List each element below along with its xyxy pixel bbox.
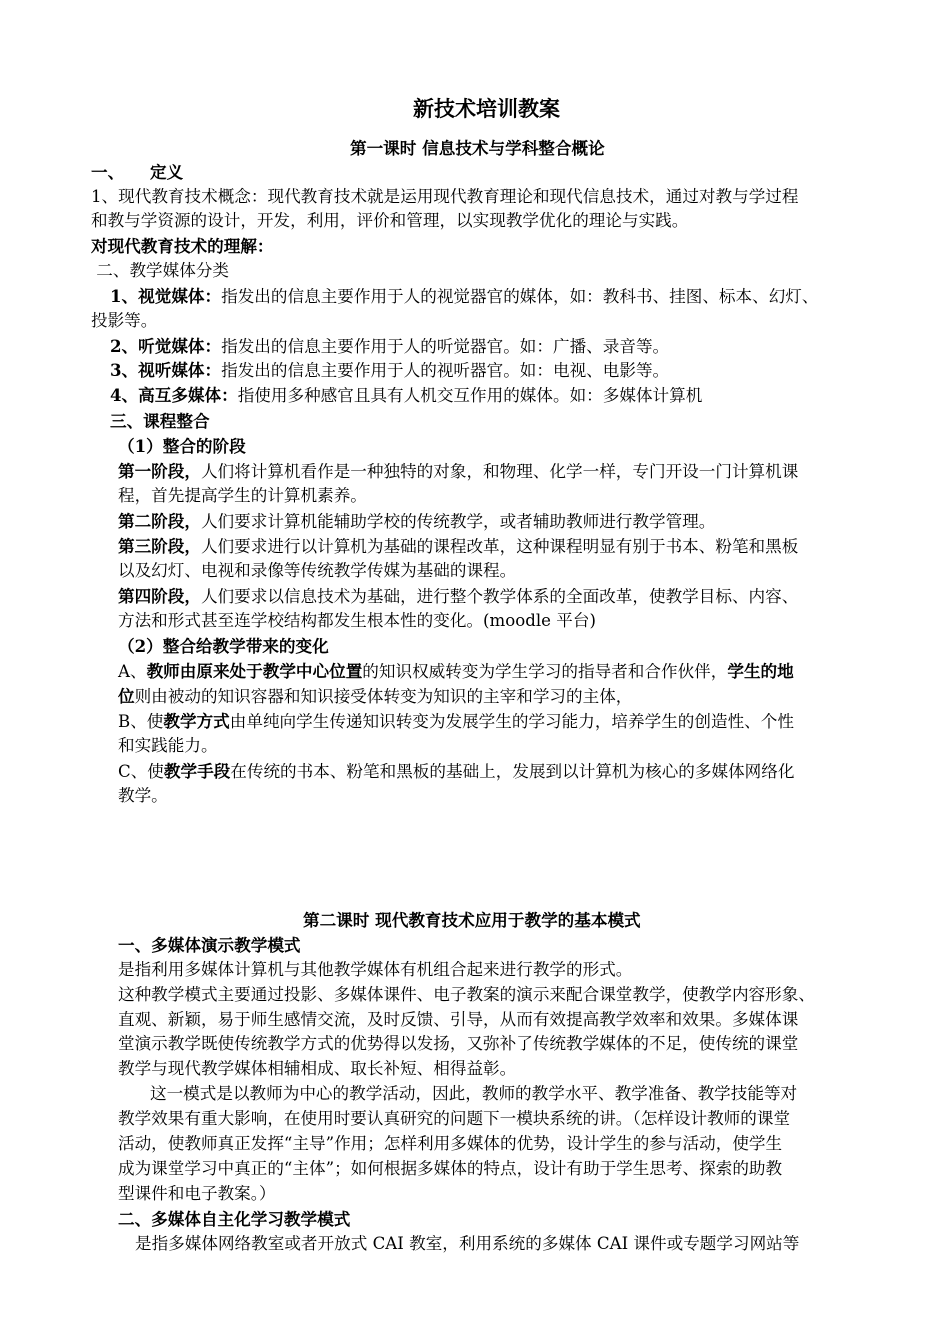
media-label: 2、听觉媒体：	[110, 336, 222, 356]
media-text: 指发出的信息主要作用于人的视觉器官的媒体，如：教科书、挂图、标本、幻灯、	[221, 287, 819, 306]
lesson2-line-11: 是指多媒体网络教室或者开放式 CAI 教室，利用系统的多媒体 CAI 课件或专题学习网站等	[135, 1234, 800, 1253]
media-text: 指发出的信息主要作用于人的听觉器官。如：广播、录音等。	[221, 337, 670, 356]
section1-title: 定义	[150, 162, 184, 182]
understanding-heading: 对现代教育技术的理解：	[91, 236, 274, 256]
stage-1-cont: 程，首先提高学生的计算机素养。	[118, 486, 367, 505]
change-text: 由单纯向学生传递知识转变为发展学生的学习能力，培养学生的创造性、个性	[229, 712, 794, 731]
change-c	[118, 759, 794, 784]
media-item-visual-cont: 投影等。	[91, 311, 158, 330]
definition-line-2: 和教与学资源的设计，开发，利用，评价和管理，以实现教学优化的理论与实践。	[91, 211, 689, 230]
stage-text: 人们要求以信息技术为基础，进行整个教学体系的全面改革，使教学目标、内容、	[200, 587, 799, 606]
lesson2-line-5: 教学与现代教学媒体相辅相成、取长补短、相得益彰。	[118, 1059, 517, 1078]
media-item-audio	[110, 334, 669, 359]
change-text: 的知识权威转变为学生学习的指导者和合作伙伴，	[362, 662, 728, 681]
change-b	[118, 709, 794, 734]
stage-text: 人们要求进行以计算机为基础的课程改革，这种课程明显有别于书本、粉笔和黑板	[200, 537, 799, 556]
change-a-cont	[118, 684, 632, 709]
stage-text: 人们将计算机看作是一种独特的对象，和物理、化学一样，专门开设一门计算机课	[200, 462, 799, 481]
change-bold: 位	[118, 686, 135, 706]
stage-label: 第一阶段，	[118, 461, 201, 481]
lesson2-section1: 一、多媒体演示教学模式	[118, 935, 301, 955]
change-c-cont: 教学。	[118, 786, 168, 805]
lesson2-line-9: 成为课堂学习中真正的“主体”；如何根据多媒体的特点，设计有助于学生思考、探索的助教	[118, 1159, 783, 1178]
lesson2-line-10: 型课件和电子教案。）	[118, 1184, 276, 1203]
media-item-visual	[110, 284, 818, 309]
change-heading: （2）整合给教学带来的变化	[118, 636, 329, 656]
stage-heading: （1）整合的阶段	[118, 436, 246, 456]
lesson2-line-1: 是指利用多媒体计算机与其他教学媒体有机组合起来进行教学的形式。	[118, 960, 633, 979]
stage-4-cont: 方法和形式甚至连学校结构都发生根本性的变化。(moodle 平台)	[118, 611, 596, 630]
change-prefix: C、使	[118, 762, 164, 781]
section2-heading: 二、教学媒体分类	[91, 261, 230, 280]
lesson2-line-3: 直观、新颖，易于师生感情交流，及时反馈、引导，从而有效提高教学效率和效果。多媒体课	[118, 1010, 799, 1029]
lesson2-line-2: 这种教学模式主要通过投影、多媒体课件、电子教案的演示来配合课堂教学，使教学内容形象、	[118, 985, 815, 1004]
change-prefix: B、使	[118, 712, 164, 731]
change-prefix: A、	[118, 662, 147, 681]
lesson1-heading: 第一课时 信息技术与学科整合概论	[350, 138, 605, 158]
stage-3-cont: 以及幻灯、电视和录像等传统教学传媒为基础的课程。	[118, 561, 517, 580]
media-item-av	[110, 358, 669, 383]
media-label: 1、视觉媒体：	[110, 286, 222, 306]
stage-label: 第四阶段，	[118, 586, 201, 606]
stage-label: 第二阶段，	[118, 511, 201, 531]
change-bold: 教师由原来处于教学中心位置	[146, 661, 363, 681]
change-a	[118, 659, 794, 684]
media-label: 3、视听媒体：	[110, 360, 222, 380]
media-item-multimedia	[110, 383, 702, 408]
lesson2-section2: 二、多媒体自主化学习教学模式	[118, 1209, 351, 1229]
section3-heading: 三、课程整合	[110, 411, 210, 431]
lesson2-line-7: 教学效果有重大影响，在使用时要认真研究的问题下一模块系统的讲。（怎样设计教师的课堂	[118, 1109, 791, 1128]
lesson2-heading: 第二课时 现代教育技术应用于教学的基本模式	[303, 910, 641, 930]
stage-3	[118, 534, 798, 559]
stage-4	[118, 584, 798, 609]
change-b-cont: 和实践能力。	[118, 736, 218, 755]
stage-1	[118, 459, 798, 484]
media-text: 指使用多种感官且具有人机交互作用的媒体。如：多媒体计算机	[237, 386, 703, 405]
section1-number: 一、	[91, 162, 125, 182]
media-label: 4、高互多媒体：	[110, 385, 238, 405]
change-bold: 教学方式	[163, 711, 230, 731]
lesson2-line-6: 这一模式是以教师为中心的教学活动，因此，教师的教学水平、教学准备、教学技能等对	[150, 1084, 798, 1103]
change-text: 则由被动的知识容器和知识接受体转变为知识的主宰和学习的主体，	[134, 687, 633, 706]
change-text: 在传统的书本、粉笔和黑板的基础上，发展到以计算机为核心的多媒体网络化	[230, 762, 795, 781]
stage-2	[118, 509, 715, 534]
document-title: 新技术培训教案	[413, 96, 560, 121]
change-bold: 学生的地	[727, 661, 794, 681]
lesson2-line-8: 活动，使教师真正发挥“主导”作用；怎样利用多媒体的优势，设计学生的参与活动，使学生	[118, 1134, 783, 1153]
media-text: 指发出的信息主要作用于人的视听器官。如：电视、电影等。	[221, 361, 670, 380]
definition-line-1: 1、现代教育技术概念：现代教育技术就是运用现代教育理论和现代信息技术，通过对教与学过程	[91, 187, 799, 206]
stage-text: 人们要求计算机能辅助学校的传统教学，或者辅助教师进行教学管理。	[200, 512, 716, 531]
change-bold: 教学手段	[163, 761, 231, 781]
lesson2-line-4: 堂演示教学既使传统教学方式的优势得以发扬，又弥补了传统教学媒体的不足，使传统的课堂	[118, 1034, 799, 1053]
stage-label: 第三阶段，	[118, 536, 201, 556]
